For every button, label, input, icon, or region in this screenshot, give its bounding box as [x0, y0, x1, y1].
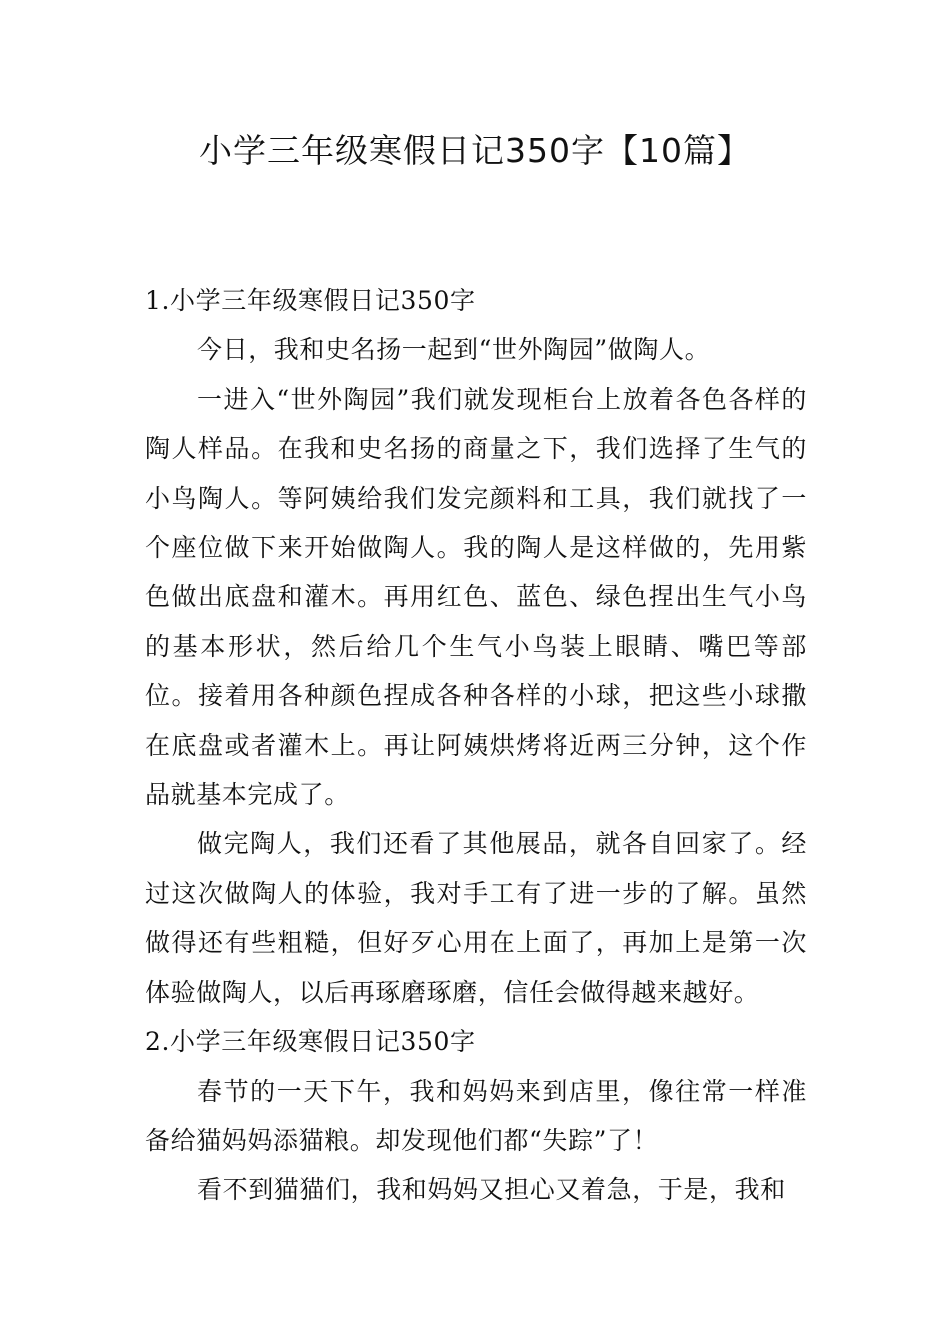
section-1: [145, 276, 807, 1017]
document-body: [145, 276, 807, 1215]
paragraph: 今日，我和史名扬一起到“世外陶园”做陶人。: [197, 335, 711, 365]
section-heading: 1.小学三年级寒假日记350字: [145, 286, 476, 315]
document-title: 小学三年级寒假日记350字【10篇】: [199, 131, 751, 170]
section-2: [145, 1017, 807, 1215]
paragraph: 一进入“世外陶园”我们就发现柜台上放着各色各样的陶人样品。在我和史名扬的商量之下，我们选择了生气的小鸟陶人。等阿姨给我们发完颜料和工具，我们就找了一个座位做下来开始做陶人。我的陶人是这样做的，先用紫色做出底盘和灌木。再用红色、蓝色、绿色捏出生气小鸟的基本形状，然后给几个生气小鸟装上眼睛、嘴巴等部位。接着用各种颜色捏成各种各样的小球，把这些小球撒在底盘或者灌木上。再让阿姨烘烤将近两三分钟，这个作品就基本完成了。: [145, 384, 807, 810]
paragraph: 看不到猫猫们，我和妈妈又担心又着急，于是，我和: [197, 1175, 786, 1205]
section-heading: 2.小学三年级寒假日记350字: [145, 1027, 476, 1057]
paragraph: 春节的一天下午，我和妈妈来到店里，像往常一样准备给猫妈妈添猫粮。却发现他们都“失踪”了！: [145, 1076, 807, 1155]
paragraph: 做完陶人，我们还看了其他展品，就各自回家了。经过这次做陶人的体验，我对手工有了进一步的了解。虽然做得还有些粗糙，但好歹心用在上面了，再加上是第一次体验做陶人，以后再琢磨琢磨，信任会做得越来越好。: [145, 829, 807, 1007]
